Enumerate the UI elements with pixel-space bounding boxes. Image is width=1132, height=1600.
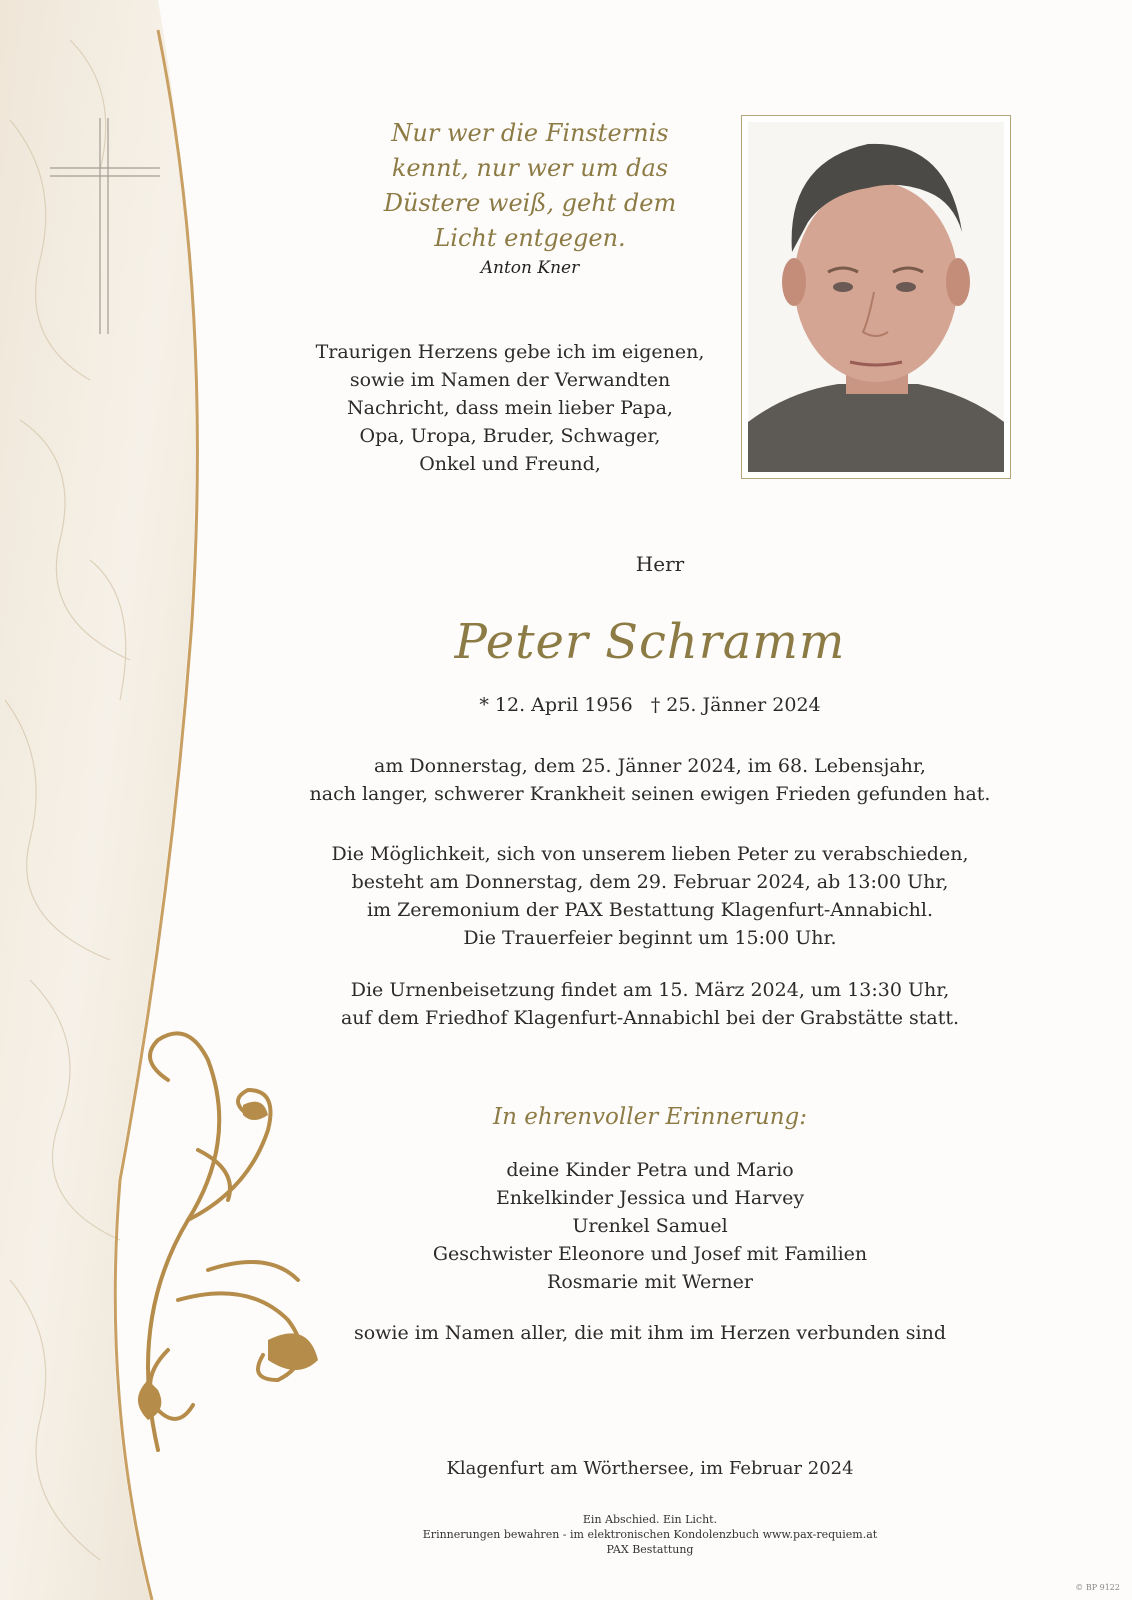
burial-paragraph <box>270 976 1030 1032</box>
paragraph-line: auf dem Friedhof Klagenfurt-Annabichl bei der Grabstätte statt. <box>340 1007 960 1029</box>
closing-line: sowie im Namen aller, die mit ihm im Herzen verbunden sind <box>353 1322 947 1344</box>
farewell-paragraph <box>270 840 1030 952</box>
family-member: Geschwister Eleonore und Josef mit Familien <box>432 1243 868 1265</box>
paragraph-line: Die Trauerfeier beginnt um 15:00 Uhr. <box>463 927 837 949</box>
paragraph-line: am Donnerstag, dem 25. Jänner 2024, im 68. Lebensjahr, <box>374 755 926 777</box>
paragraph-line: nach langer, schwerer Krankheit seinen ewigen Frieden gefunden hat. <box>309 783 991 805</box>
intro-text <box>280 338 740 478</box>
portrait-photo <box>748 122 1004 472</box>
intro-line: Opa, Uropa, Bruder, Schwager, <box>359 425 661 447</box>
life-dates <box>400 694 900 716</box>
paragraph-line: Die Möglichkeit, sich von unserem lieben Peter zu verabschieden, <box>331 843 969 865</box>
cross-icon <box>46 118 164 334</box>
gold-swirl-ornament <box>118 1020 338 1460</box>
place-date: Klagenfurt am Wörthersee, im Februar 2024 <box>446 1458 854 1479</box>
family-member: Enkelkinder Jessica und Harvey <box>495 1187 805 1209</box>
print-code: © BP 9122 <box>1075 1583 1120 1592</box>
birth-date: * 12. April 1956 <box>479 694 633 716</box>
quote-block <box>330 116 730 278</box>
quote-line: Licht entgegen. <box>434 224 626 252</box>
quote-line: Düstere weiß, geht dem <box>383 189 677 217</box>
footer-line: Ein Abschied. Ein Licht. <box>582 1513 718 1526</box>
death-date: † 25. Jänner 2024 <box>650 694 821 716</box>
paragraph-line: Die Urnenbeisetzung findet am 15. März 2024, um 13:30 Uhr, <box>350 979 950 1001</box>
family-list <box>330 1156 970 1296</box>
salutation: Herr <box>635 552 685 576</box>
quote-author: Anton Kner <box>480 258 580 278</box>
paragraph-line: im Zeremonium der PAX Bestattung Klagenfurt-Annabichl. <box>366 899 934 921</box>
family-member: Urenkel Samuel <box>572 1215 728 1237</box>
family-member: deine Kinder Petra und Mario <box>506 1159 794 1181</box>
intro-line: sowie im Namen der Verwandten <box>349 369 671 391</box>
quote-text <box>330 116 730 256</box>
deceased-name: Peter Schramm <box>454 614 846 670</box>
footer <box>340 1512 960 1557</box>
footer-line: Erinnerungen bewahren - im elektronischen Kondolenzbuch www.pax-requiem.at <box>422 1528 878 1541</box>
intro-line: Nachricht, dass mein lieber Papa, <box>347 397 673 419</box>
portrait-photo-frame <box>741 115 1011 479</box>
intro-line: Onkel und Freund, <box>419 453 601 475</box>
death-notice-paragraph <box>270 752 1030 808</box>
quote-line: kennt, nur wer um das <box>391 154 669 182</box>
quote-line: Nur wer die Finsternis <box>391 119 669 147</box>
family-member: Rosmarie mit Werner <box>547 1271 753 1293</box>
intro-line: Traurigen Herzens gebe ich im eigenen, <box>315 341 705 363</box>
footer-line: PAX Bestattung <box>606 1543 694 1556</box>
paragraph-line: besteht am Donnerstag, dem 29. Februar 2024, ab 13:00 Uhr, <box>351 871 949 893</box>
memory-title: In ehrenvoller Erinnerung: <box>493 1104 807 1130</box>
